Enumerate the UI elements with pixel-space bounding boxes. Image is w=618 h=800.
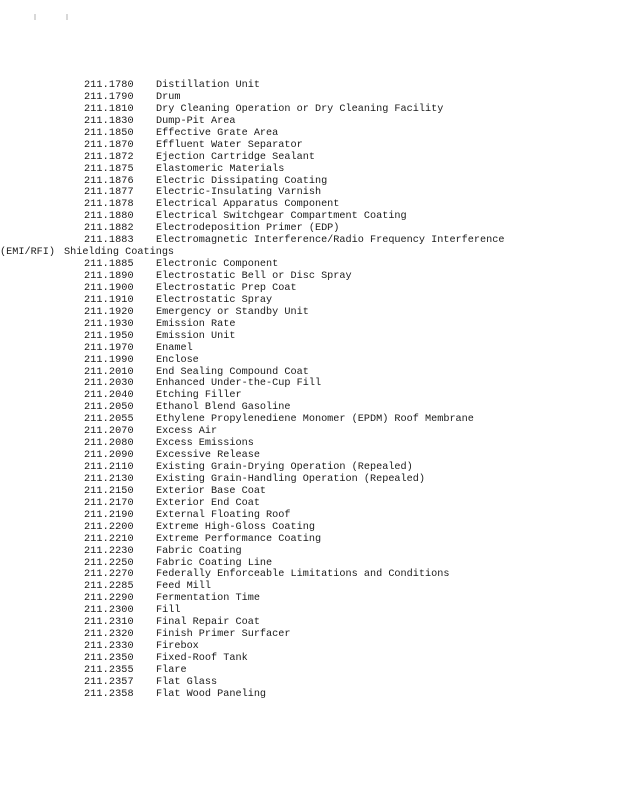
section-number: 211.2310: [84, 617, 134, 629]
section-number: 211.1872: [84, 151, 134, 163]
defined-term: Electrostatic Spray: [156, 294, 273, 306]
defined-term: Electrical Switchgear Compartment Coating: [156, 211, 407, 223]
defined-term: Electric-Insulating Varnish: [156, 187, 322, 199]
section-number: 211.2290: [84, 593, 134, 605]
section-number: (EMI/RFI): [0, 247, 56, 259]
defined-term: Excessive Release: [156, 450, 260, 462]
defined-term: Fixed-Roof Tank: [156, 653, 248, 664]
defined-term: Exterior End Coat: [156, 497, 260, 509]
definition-entry: [84, 378, 604, 390]
defined-term: Firebox: [156, 641, 199, 653]
section-number: 211.1877: [84, 187, 134, 199]
section-number: 211.1882: [84, 223, 134, 235]
section-number: 211.2010: [84, 366, 134, 378]
defined-term: Electrical Apparatus Component: [156, 199, 340, 211]
definition-entry: [84, 653, 604, 665]
section-number: 211.2080: [84, 438, 134, 450]
defined-term: Electrodeposition Primer (EDP): [156, 223, 340, 235]
defined-term: Exterior Base Coat: [156, 485, 267, 497]
scan-artifact: [66, 14, 68, 20]
definition-entry: [84, 486, 604, 498]
defined-term: Electrostatic Bell or Disc Spray: [156, 271, 352, 282]
scan-artifact: [34, 14, 36, 20]
section-number: 211.2050: [84, 402, 134, 414]
definition-entry: [84, 283, 604, 295]
defined-term: Dump-Pit Area: [156, 115, 236, 127]
definition-entry: [84, 426, 604, 438]
definition-entry: [84, 271, 604, 283]
defined-term: Extreme Performance Coating: [156, 533, 322, 545]
section-number: 211.1876: [84, 175, 134, 187]
defined-term: Excess Emissions: [156, 438, 254, 450]
section-number: 211.2270: [84, 569, 134, 581]
defined-term: Federally Enforceable Limitations and Conditions: [156, 569, 450, 581]
section-number: 211.2130: [84, 473, 134, 485]
defined-term: Fill: [156, 605, 181, 617]
definition-entry: [84, 617, 604, 629]
definition-entry: [84, 558, 604, 570]
definition-entry: [84, 259, 604, 271]
section-number: 211.2230: [84, 545, 134, 557]
definition-entry: [84, 510, 604, 522]
definition-entry: [84, 152, 604, 164]
section-number: 211.2285: [84, 581, 134, 593]
defined-term: Electronic Component: [156, 259, 279, 271]
defined-term: Existing Grain-Handling Operation (Repealed): [156, 473, 425, 485]
defined-term: Finish Primer Surfacer: [156, 629, 291, 641]
definition-entry: [84, 164, 604, 176]
definition-entry: [84, 176, 604, 188]
section-number: 211.1875: [84, 163, 134, 175]
definition-entry: [84, 235, 604, 247]
definition-entry: [84, 223, 604, 235]
definition-entry: [84, 498, 604, 510]
defined-term: External Floating Roof: [156, 509, 291, 521]
defined-term: Ejection Cartridge Sealant: [156, 151, 315, 163]
definition-entry: [84, 104, 604, 116]
section-number: 211.1880: [84, 211, 134, 223]
definition-entry: [84, 187, 604, 199]
defined-term: Fabric Coating Line: [156, 557, 273, 569]
section-number: 211.2090: [84, 450, 134, 462]
defined-term: Ethanol Blend Gasoline: [156, 402, 291, 414]
definition-entry: [84, 534, 604, 546]
defined-term: Dry Cleaning Operation or Dry Cleaning Facility: [156, 103, 444, 115]
defined-term: Effluent Water Separator: [156, 139, 303, 151]
definition-entry: [84, 450, 604, 462]
section-number: 211.1970: [84, 342, 134, 354]
section-number: 211.2355: [84, 664, 134, 676]
section-number: 211.1910: [84, 294, 134, 306]
section-number: 211.1920: [84, 306, 134, 318]
defined-term: Feed Mill: [156, 581, 212, 593]
definition-entry: [84, 605, 604, 617]
section-number: 211.2358: [84, 688, 134, 700]
section-number: 211.1900: [84, 282, 134, 294]
definition-entry: [84, 331, 604, 343]
definition-entry: [84, 474, 604, 486]
definition-entry: [84, 355, 604, 367]
section-number: 211.1810: [84, 103, 134, 115]
section-number: 211.2055: [84, 414, 134, 426]
section-number: 211.1950: [84, 330, 134, 342]
defined-term: Enhanced Under-the-Cup Fill: [156, 378, 322, 390]
defined-term: Enamel: [156, 342, 193, 354]
defined-term: Drum: [156, 91, 181, 103]
defined-term: Emission Rate: [156, 318, 236, 330]
definition-entry: [84, 641, 604, 653]
section-number: 211.1990: [84, 354, 134, 366]
section-number: 211.2070: [84, 426, 134, 438]
section-number: 211.1930: [84, 318, 134, 330]
definition-entry: [84, 546, 604, 558]
defined-term: Emission Unit: [156, 330, 236, 342]
definition-entry: [84, 128, 604, 140]
section-number: 211.1870: [84, 139, 134, 151]
section-number: 211.1780: [84, 80, 134, 91]
definition-entry: [84, 438, 604, 450]
defined-term: Electric Dissipating Coating: [156, 175, 328, 187]
definition-entry: [84, 569, 604, 581]
section-number: 211.1885: [84, 259, 134, 271]
defined-term: Flat Wood Paneling: [156, 688, 267, 700]
definition-entry: [84, 629, 604, 641]
definition-entry: [84, 581, 604, 593]
defined-term: Distillation Unit: [156, 80, 260, 91]
defined-term: Fermentation Time: [156, 593, 260, 605]
defined-term: Enclose: [156, 354, 199, 366]
section-number: 211.2040: [84, 390, 134, 402]
definition-entry: [84, 116, 604, 128]
section-number: 211.2350: [84, 653, 134, 664]
definition-entry: [84, 295, 604, 307]
section-number: 211.2210: [84, 533, 134, 545]
definition-entry: [84, 140, 604, 152]
definition-entry: [84, 307, 604, 319]
section-number: 211.1890: [84, 271, 134, 282]
definition-entry: [84, 343, 604, 355]
defined-term: Existing Grain-Drying Operation (Repealed): [156, 462, 413, 473]
definition-entry: [84, 522, 604, 534]
section-number: 211.1850: [84, 127, 134, 139]
section-number: 211.2110: [84, 462, 134, 473]
definition-entry: [84, 677, 604, 689]
definition-entry: [0, 247, 604, 259]
definition-entry: [84, 319, 604, 331]
definition-entry: [84, 367, 604, 379]
section-number: 211.2300: [84, 605, 134, 617]
section-number: 211.1830: [84, 115, 134, 127]
definition-entry: [84, 199, 604, 211]
definition-entry: [84, 593, 604, 605]
section-number: 211.1878: [84, 199, 134, 211]
defined-term: Elastomeric Materials: [156, 163, 285, 175]
defined-term: Final Repair Coat: [156, 617, 260, 629]
section-number: 211.2200: [84, 521, 134, 533]
section-number: 211.2250: [84, 557, 134, 569]
defined-term: Ethylene Propylenediene Monomer (EPDM) Roof Membrane: [156, 414, 474, 426]
defined-term: Effective Grate Area: [156, 127, 279, 139]
defined-term: Excess Air: [156, 426, 218, 438]
definition-entry: [84, 414, 604, 426]
section-number: 211.2330: [84, 641, 134, 653]
defined-term: End Sealing Compound Coat: [156, 366, 309, 378]
section-number: 211.2320: [84, 629, 134, 641]
definition-entry: [84, 402, 604, 414]
section-number: 211.2170: [84, 497, 134, 509]
defined-term: Emergency or Standby Unit: [156, 306, 309, 318]
defined-term: Extreme High-Gloss Coating: [156, 521, 315, 533]
defined-term: Fabric Coating: [156, 545, 242, 557]
definition-entry: [84, 211, 604, 223]
defined-term: Flat Glass: [156, 676, 218, 688]
section-number: 211.1883: [84, 235, 134, 247]
section-number: 211.2150: [84, 485, 134, 497]
defined-term: Electromagnetic Interference/Radio Frequency Interference: [156, 235, 505, 247]
definition-entry: [84, 665, 604, 677]
section-number: 211.2357: [84, 676, 134, 688]
defined-term: Etching Filler: [156, 390, 242, 402]
section-number: 211.2030: [84, 378, 134, 390]
section-number: 211.1790: [84, 91, 134, 103]
definition-entry: [84, 390, 604, 402]
definitions-list: [0, 80, 604, 701]
defined-term: Shielding Coatings: [64, 247, 175, 259]
definition-entry: [84, 462, 604, 474]
definition-entry: [84, 80, 604, 92]
defined-term: Electrostatic Prep Coat: [156, 282, 297, 294]
section-number: 211.2190: [84, 509, 134, 521]
definition-entry: [84, 92, 604, 104]
defined-term: Flare: [156, 664, 187, 676]
definition-entry: [84, 689, 604, 701]
